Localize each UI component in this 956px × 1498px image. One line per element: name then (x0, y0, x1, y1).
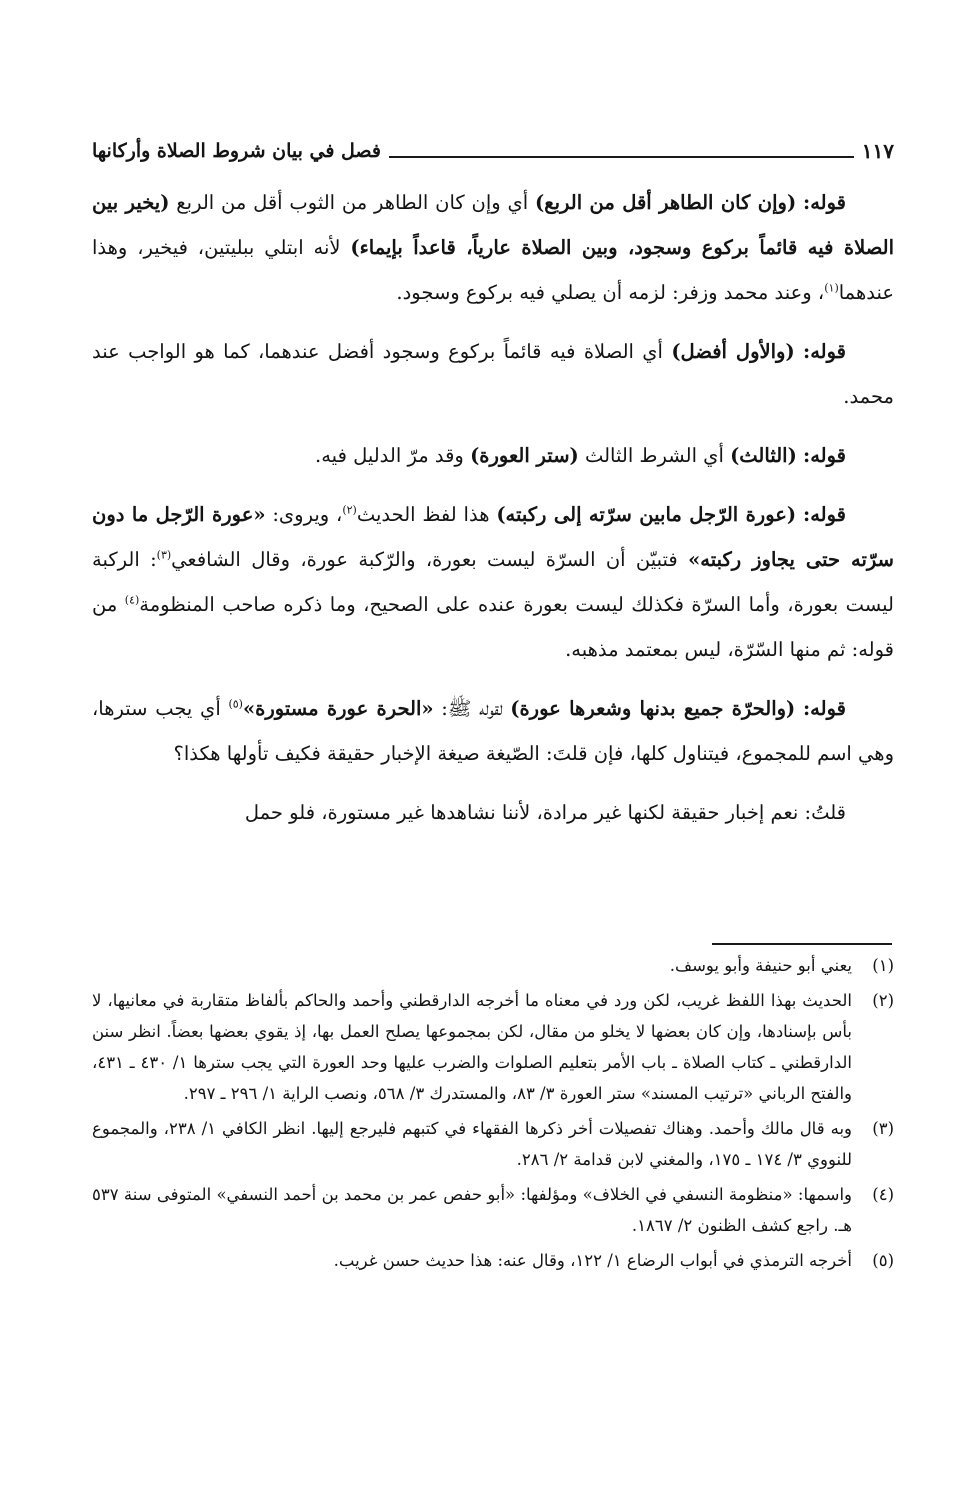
footnote-text: واسمها: «منظومة النسفي في الخلاف» ومؤلفها: «أبو حفص عمر بن محمد بن أحمد النسفي» المتوفى سنة ٥٣٧ هـ. راجع كشف الظنون ٢/ ١٨٦٧. (92, 1185, 852, 1235)
paragraph (92, 180, 894, 315)
commentary-text: أي الصلاة فيه قائماً بركوع وسجود أفضل عندهما، كما هو الواجب عند محمد. (92, 340, 894, 408)
running-title: فصل في بيان شروط الصلاة وأركانها (92, 140, 381, 162)
commentary-text: هذا لفظ الحديث (356, 503, 497, 526)
footnote-ref: (٥) (228, 697, 243, 711)
paragraph (92, 790, 894, 835)
commentary-text: ، ويروى: (265, 503, 343, 526)
paragraph-label: قوله: (803, 444, 846, 467)
footnote (92, 1245, 894, 1276)
footnote-number: (٢) (872, 991, 894, 1010)
footnote-number: (٥) (872, 1251, 894, 1270)
commentary-text: ، وعند محمد وزفر: لزمه أن يصلي فيه بركوع وسجود. (396, 281, 825, 304)
quoted-text: (الثالث) (730, 444, 797, 467)
header-rule (389, 156, 854, 158)
page-number: ١١٧ (861, 139, 894, 163)
quoted-text: «الحرة عورة مستورة» (242, 697, 434, 720)
commentary-text: أي الشرط الثالث (578, 444, 731, 467)
quoted-text: (والأول أفضل) (671, 340, 795, 363)
paragraph (92, 492, 894, 672)
commentary-text: من قوله: ثم منها السّرّة، ليس بمعتمد مذهبه. (92, 593, 894, 661)
commentary-text: لقوله ﷺ: (433, 697, 511, 720)
quoted-text: (عورة الرّجل مابين سرّته إلى ركبته) (496, 503, 797, 526)
page-header (92, 130, 894, 164)
footnote-ref: (١) (824, 281, 839, 295)
footnote-text: الحديث بهذا اللفظ غريب، لكن ورد في معناه ما أخرجه الدارقطني وأحمد والحاكم بألفاظ متقاربة في معانيها، لا بأس بإسنادها، وإن كان بعضها لا يخلو من مقال، لكن بمجموعها يصلح العمل بها، إذ يقوي بعضها بعضاً. انظر سنن الدارقطني ـ كتاب الصلاة ـ باب الأمر بتعليم الصلوات والضرب عليها وحد العورة التي يجب سترها ١/ ٤٣٠ ـ ٤٣١، والفتح الرباني «ترتيب المسند» ستر العورة ٣/ ٨٣، والمستدرك ٣/ ٥٦٨، ونصب الراية ١/ ٢٩٦ ـ ٢٩٧. (92, 991, 853, 1103)
commentary-text: وقد مرّ الدليل فيه. (315, 444, 471, 467)
paragraph (92, 433, 894, 478)
commentary-text: قلتُ: نعم إخبار حقيقة لكنها غير مرادة، لأننا نشاهدها غير مستورة، فلو حمل (244, 801, 846, 824)
footnote (92, 1179, 894, 1241)
quoted-text: (وإن كان الطاهر أقل من الربع) (534, 191, 797, 214)
footnote-text: أخرجه الترمذي في أبواب الرضاع ١/ ١٢٢، وقال عنه: هذا حديث حسن غريب. (333, 1251, 852, 1270)
quoted-text: (يخير بين الصلاة فيه قائماً بركوع وسجود، وبين الصلاة عارياً، قاعداً بإيماء) (92, 191, 895, 259)
commentary-text: لأنه ابتلي ببليتين، فيخير، وهذا عندهما (92, 236, 894, 304)
footnote-number: (١) (872, 956, 894, 975)
commentary-text: : الركبة ليست بعورة، وأما السرّة فكذلك ليست بعورة عنده على الصحيح، وما ذكره صاحب المنظومة (92, 548, 894, 616)
body-text (92, 180, 894, 835)
footnotes (92, 950, 894, 1280)
paragraph-label: قوله: (803, 503, 846, 526)
paragraph (92, 329, 894, 419)
footnote-text: وبه قال مالك وأحمد. وهناك تفصيلات أخر ذكرها الفقهاء في كتبهم فليرجع إليها. انظر الكافي ١/ ٢٣٨، والمجموع للنووي ٣/ ١٧٤ ـ ١٧٥، والمغني لابن قدامة ٢/ ٢٨٦. (92, 1119, 853, 1169)
paragraph-label: قوله: (803, 340, 847, 363)
footnote (92, 950, 894, 981)
quoted-text: (ستر العورة) (470, 444, 579, 467)
footnote-ref: (٣) (156, 548, 172, 562)
commentary-text: أي وإن كان الطاهر من الثوب أقل من الربع (169, 191, 535, 214)
footnote (92, 985, 894, 1109)
commentary-text: فتبيّن أن السرّة ليست بعورة، والرّكبة عورة، وقال الشافعي (171, 548, 689, 571)
footnote-number: (٣) (872, 1119, 894, 1138)
paragraph-label: قوله: (803, 191, 846, 214)
paragraph (92, 686, 894, 776)
footnote-number: (٤) (872, 1185, 894, 1204)
quoted-text: (والحرّة جميع بدنها وشعرها عورة) (510, 697, 796, 720)
commentary-text: أي يجب سترها، وهي اسم للمجموع، فيتناول كلها، فإن قلتَ: الصّيغة صيغة الإخبار حقيقة فكيف تأولها هكذا؟ (92, 697, 894, 765)
paragraph-label: قوله: (802, 697, 846, 720)
footnote-ref: (٢) (342, 503, 357, 517)
footnote-ref: (٤) (124, 593, 140, 607)
footnote-text: يعني أبو حنيفة وأبو يوسف. (669, 956, 852, 975)
footnote (92, 1113, 894, 1175)
quoted-text: «عورة الرّجل ما دون سرّته حتى يجاوز ركبته» (92, 503, 894, 571)
footnote-separator (712, 943, 892, 945)
